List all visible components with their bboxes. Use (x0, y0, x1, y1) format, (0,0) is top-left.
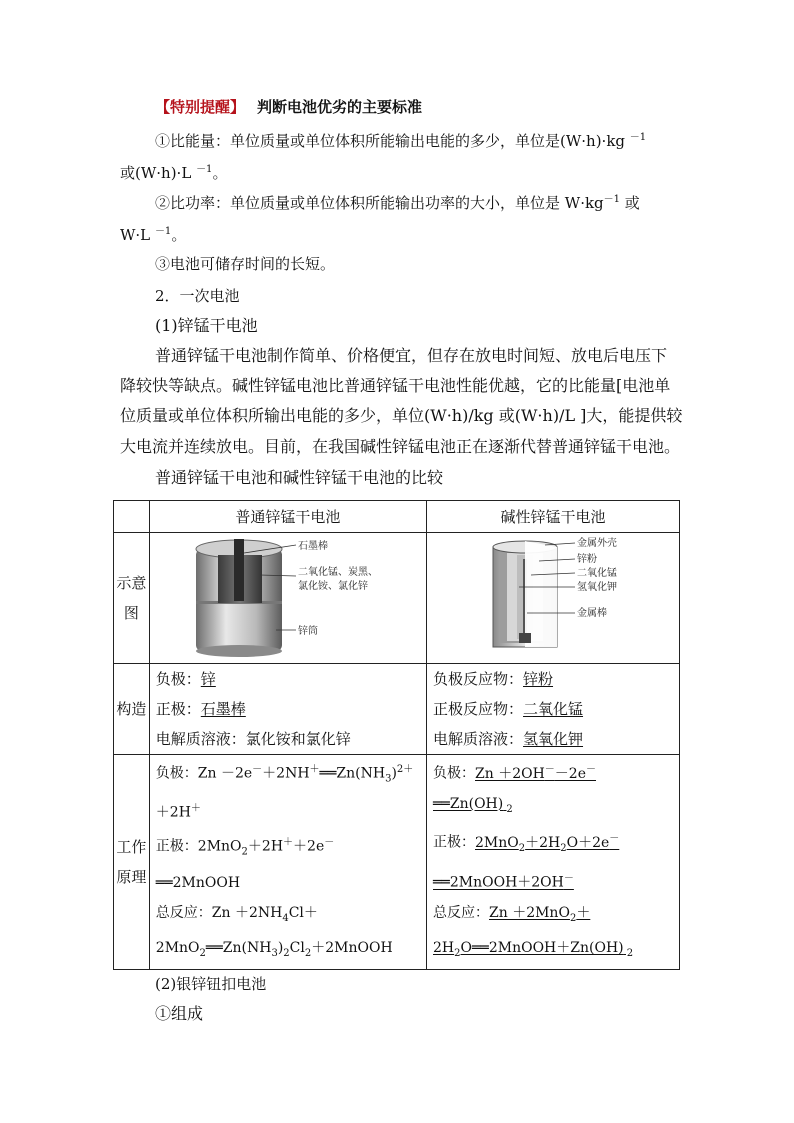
alkaline-principle-cell (427, 755, 680, 970)
reminder-tag: 【特别提醒】 (155, 98, 246, 116)
section2-item: ①组成 (155, 1004, 204, 1023)
paragraph-line-1: 普通锌锰干电池制作简单、价格便宜，但存在放电时间短、放电后电压下 (155, 346, 668, 365)
ordinary-structure-cell (149, 664, 426, 755)
paragraph-line-2: 降较快等缺点。碱性锌锰电池比普通锌锰干电池性能优越，它的比能量[电池单 (120, 376, 671, 395)
alkaline-pos-eq-2: ══2MnOOH＋2OH－ (433, 872, 574, 891)
alkaline-elec-value: 氢氧化钾 (523, 730, 584, 748)
paragraph-line-3: 位质量或单位体积所输出电能的多少，单位(W·h)/kg 或(W·h)/L ]大，能提供较 (120, 406, 683, 425)
alkaline-battery-figure (433, 535, 673, 657)
reminder-item-1-cont: 或(W·h)·L $^{-1}$。 (120, 164, 228, 182)
alkaline-cutaway-drawing (493, 541, 557, 647)
alkaline-pos-label: 正极反应物： (433, 700, 524, 718)
ordinary-elec-label: 电解质溶液： (155, 730, 246, 748)
section-subheading: (1)锌锰干电池 (155, 316, 258, 335)
reminder-item-2: ②比功率：单位质量或单位体积所能输出功率的大小，单位是 $W\cdot kg^{-1}$ 或 (155, 194, 640, 212)
ordinary-pos-eq-2: ══2MnOOH (155, 874, 241, 891)
alkaline-principle-neg-label: 负极： (433, 765, 475, 782)
col-header-ordinary: 普通锌锰干电池 (149, 501, 426, 533)
ordinary-neg-value: 锌 (200, 670, 216, 688)
table-corner-cell (114, 501, 150, 533)
row-label-structure: 构造 (114, 664, 150, 755)
alkaline-total-eq-1: 总反应：Zn ＋2MnO$_2$＋ (433, 904, 591, 924)
ordinary-total-eq-1: 总反应：$Zn +2NH_4Cl+$ (155, 904, 318, 924)
fig-label-koh: 氢氧化钾 (577, 582, 617, 593)
table-header-row (114, 501, 680, 533)
ordinary-neg-eq-1: 负极：$Zn -2e^-+2NH^+══Zn(NH_3)^{2+}$ (155, 764, 414, 785)
table-row-structure (114, 664, 680, 755)
row-label-diagram: 示意图 (114, 533, 150, 664)
ordinary-battery-figure-cell (149, 533, 426, 664)
fig-label-mno2-mix-1: 二氧化锰、炭黑、 (297, 567, 378, 578)
alkaline-structure-cell (427, 664, 680, 755)
ordinary-elec-value: 氯化铵和氯化锌 (245, 730, 351, 748)
ordinary-principle-neg-label: 负极： (155, 765, 198, 782)
alkaline-principle-total-label: 总反应： (433, 904, 489, 921)
ordinary-pos-value: 石墨棒 (200, 700, 246, 718)
table-caption: 普通锌锰干电池和碱性锌锰干电池的比较 (155, 468, 444, 487)
fig-label-zinc-powder: 锌粉 (577, 554, 597, 565)
alkaline-battery-figure-cell (427, 533, 680, 664)
table-row-principle (114, 755, 680, 970)
reminder-item-1-cont-text: 或(W·h)·L (120, 164, 192, 182)
reminder-item-1: ①比能量：单位质量或单位体积所能输出电能的多少，单位是(W·h)·kg $^{-1}$ (155, 132, 647, 150)
fig-label-zinc-can: 锌筒 (297, 626, 318, 637)
ordinary-principle-pos-label: 正极： (155, 838, 198, 855)
alkaline-principle-pos-label: 正极： (433, 835, 475, 852)
alkaline-neg-label: 负极反应物： (433, 670, 524, 688)
ordinary-battery-figure (156, 535, 406, 657)
zinc-can-drawing (196, 539, 282, 657)
ordinary-neg-label: 负极： (155, 670, 201, 688)
ordinary-neg-eq-2: ＋2H＋ (155, 803, 201, 822)
reminder-item-2-cont-text: W·L (120, 226, 151, 244)
alkaline-pos-eq-1: 正极：$2MnO_2+2H_2O+2e^-$ (433, 833, 620, 854)
fig-label-metal-rod: 金属棒 (577, 608, 607, 619)
fig-label-mno2-mix-2: 氯化铵、氯化锌 (297, 581, 368, 592)
row-label-principle: 工作原理 (114, 755, 150, 970)
reminder-item-2-cont: W·L $^{-1}$。 (120, 226, 187, 244)
alkaline-total-eq-2: $2H_2O══2MnOOH+Zn(OH)$ $_2$ (433, 940, 634, 960)
ordinary-principle-cell (149, 755, 426, 970)
alkaline-neg-eq-2: ══Zn(OH) $_2$ (433, 795, 513, 815)
fig-label-mno2: 二氧化锰 (577, 568, 617, 579)
paragraph-line-4: 大电流并连续放电。目前，在我国碱性锌锰电池正在逐渐代替普通锌锰干电池。 (120, 437, 681, 456)
section-heading: 2．一次电池 (155, 287, 240, 305)
alkaline-neg-eq-1: 负极：Zn ＋2OH－－2e－ (433, 764, 596, 782)
fig-label-metal-shell: 金属外壳 (577, 538, 617, 549)
reminder-item-2-text: ②比功率：单位质量或单位体积所能输出功率的大小，单位是 W·kg (155, 194, 604, 212)
fig-label-graphite-rod: 石墨棒 (297, 541, 328, 552)
ordinary-principle-total-label: 总反应： (155, 904, 212, 921)
alkaline-elec-label: 电解质溶液： (433, 730, 524, 748)
reminder-item-1-text: ①比能量：单位质量或单位体积所能输出电能的多少，单位是(W·h)·kg (155, 132, 626, 150)
section2-heading: (2)银锌钮扣电池 (155, 975, 267, 993)
ordinary-pos-label: 正极： (155, 700, 201, 718)
alkaline-pos-value: 二氧化锰 (523, 700, 584, 718)
reminder-item-3: ③电池可储存时间的长短。 (155, 255, 336, 273)
col-header-alkaline: 碱性锌锰干电池 (427, 501, 680, 533)
alkaline-neg-value: 锌粉 (523, 670, 554, 688)
ordinary-pos-eq-1: 正极：2MnO$_2$＋2H＋＋2e－ (155, 837, 335, 858)
reminder-title: 判断电池优劣的主要标准 (257, 98, 423, 116)
comparison-table (113, 500, 680, 970)
reminder-heading (155, 97, 422, 117)
table-row-diagram (114, 533, 680, 664)
ordinary-total-eq-2: $2MnO_2══Zn(NH_3)_2Cl_2+2MnOOH$ (155, 940, 393, 960)
